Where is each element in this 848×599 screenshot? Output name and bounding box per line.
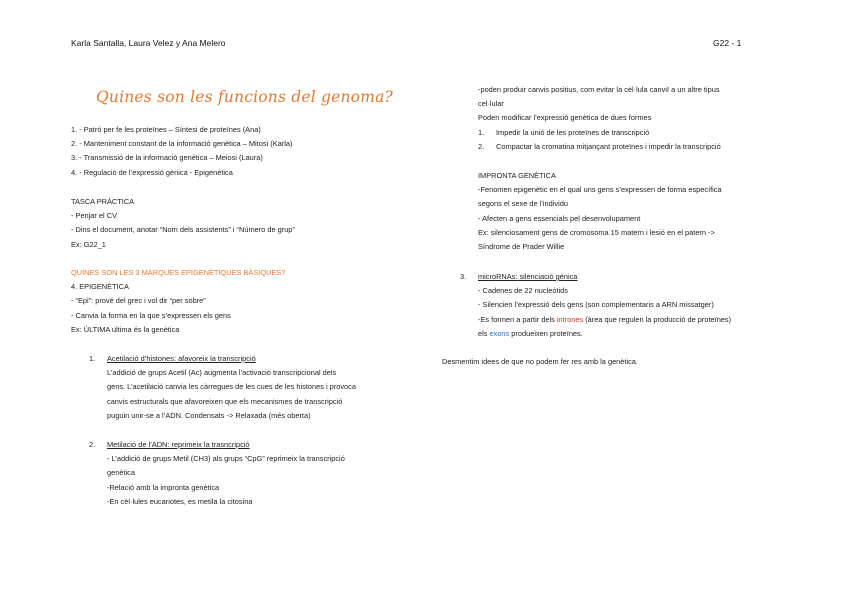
intro-line: Poden modificar l’expressió genètica de dues formes [478,113,652,123]
methylation-item [89,438,345,509]
task-section [71,195,295,252]
header-group: G22 - 1 [713,38,742,48]
form-number: 1. [478,127,485,137]
acetylation-heading: Acetilació d’histones: afavoreix la transcripció [107,354,256,363]
exons-word: exons [489,328,510,338]
epi-line: 4. EPIGENÈTICA [71,282,129,292]
impronta-line: -Fenomen epigenètic en el qual uns gens s’expressen de forma específica [478,185,722,195]
marks-heading: QUINES SON LES 3 MARQUES EPIGENÈTIQUES BÀSIQUES? [71,268,286,277]
microrna-line: - Silencien l’expressió dels gens (son complementaris a ARN missatger) [478,300,714,310]
page-title: Quines son les funcions del genoma? [96,88,394,106]
task-line: - Penjar el CV [71,211,118,221]
task-line: Ex: G22_1 [71,239,106,249]
intro-line: cel·lular [478,99,504,109]
impronta-line: Síndrome de Prader Willie [478,242,565,252]
microrna-line: els exons produeixen proteïnes. [478,328,583,338]
form-number: 2. [478,141,485,151]
function-item: 4. - Regulació de l’expressió gènica - Epigenètica [71,167,233,177]
acetylation-line: canvis estructurals que afavoreixen que els mecanismes de transcripció [107,396,343,406]
task-heading: TASCA PRÀCTICA [71,197,135,206]
methylation-line: genètica [107,468,135,478]
item-number: 1. [89,354,96,363]
methylation-heading: Metilació de l’ADN: reprimeix la trasncripció [107,440,250,449]
impronta-line: - Afecten a gens essencials pel desenvolupament [478,213,641,223]
methylation-line: -Relació amb la impronta genètica [107,482,220,492]
microrna-line: -Es formen a partir dels intrones (àrea que regulen la producció de proteïnes) [478,314,732,324]
methylation-line: -En cèl·lules eucariotes, es metila la citosina [107,496,253,506]
header-authors: Karla Santalla, Laura Velez y Ana Melero [71,38,226,48]
function-item: 1. - Patró per fe les proteïnes – Síntesi de proteïnes (Ana) [71,125,261,134]
microrna-item [460,270,731,341]
impronta-heading: IMPRONTA GENÈTICA [478,171,556,180]
task-line: - Dins el document, anotar “Nom dels assistents” i “Número de grup” [71,225,295,235]
microrna-line: - Cadenes de 22 nucleòtids [478,286,568,296]
microrna-heading: microRNAs: silenciació gènica [478,272,578,281]
closing-statement: Desmentim idees de que no podem fer res amb la genètica. [442,357,638,366]
acetylation-line: L’addició de grups Acetil (Ac) augmenta l’activació transcripcional dels [107,368,337,378]
function-item: 3. - Transmissió de la informació genètica – Meiosi (Laura) [71,153,263,163]
methylation-line: - L’addició de grups Metil (CH3) als grups “CpG” reprimeix la transcripció [107,454,345,464]
impronta-line: Ex: silenciosament gens de cromosoma 15 matern i lesió en el patern -> [478,227,715,237]
epigenetics-section [71,266,285,337]
acetylation-line: puguin unir-se a l’ADN. Condensats -> Relaxada (més oberta) [107,410,311,420]
intro-line: -poden produir canvis positius, com evitar la cèl·lula canviï a un altre tipus [478,85,720,94]
function-item: 2. - Manteniment constant de la informació genètica – Mitosi (Karla) [71,139,293,149]
intrones-word: intrones [556,314,584,324]
epi-line: - Canvia la forma en la que s’expressen els gens [71,310,231,320]
epi-line: - “Epi”: prové del grec i vol dir “per sobre” [71,296,206,306]
impronta-section [478,169,722,254]
acetylation-item [89,352,356,423]
item-number: 2. [89,440,96,449]
epi-line: Ex: ÚLTIMA ultima és la genètica [71,324,180,334]
form-text: Compactar la cromatina mitjançant proteïnes i impedir la transcripció [496,141,721,151]
acetylation-line: gens. L’acetilació canvia les càrregues de les cues de les histones i provoca [107,382,356,392]
item-number: 3. [460,272,467,281]
form-text: Impedir la unió de les proteïnes de transcripció [496,127,650,137]
functions-list [71,123,292,180]
intro-section [478,83,721,154]
impronta-line: segons el sexe de l’individu [478,199,568,209]
